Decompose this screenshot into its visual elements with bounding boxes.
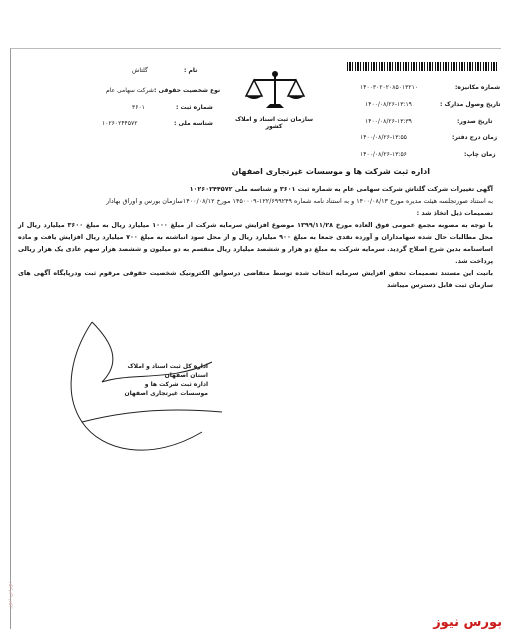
notice-heading: آگهی تغییرات شرکت گلتاش شرکت سهامی عام به شماره ثبت ۳۶۰۱ و شناسه ملی ۱۰۲۶۰۲۴۴۵۷۲ bbox=[189, 185, 493, 193]
mechanized-number-label: شماره مکانیزه: bbox=[455, 84, 501, 91]
ledger-time-value: ۱۴۰۰/۰۸/۲۶-۱۳:۵۵ bbox=[360, 134, 407, 141]
national-id-value: ۱۰۲۶۰۲۴۴۵۷۲ bbox=[102, 120, 138, 127]
receipt-date-value: ۱۴۰۰/۰۸/۲۶-۱۳:۱۹ bbox=[365, 101, 412, 108]
registration-number-label: شماره ثبت : bbox=[176, 104, 213, 111]
entity-type-value: شرکت سهامی عام bbox=[106, 87, 154, 94]
barcode bbox=[347, 62, 497, 71]
signature-block bbox=[118, 362, 208, 398]
notice-basis: به استناد صورتجلسه هیئت مدیره مورخ ۱۴۰۰/۰۸/۱۳ و به استناد نامه شماره ۱۲۲/۶۹۹۲۴۹-۱۴۵۰۰۰۹ مورخ ۱۴۰۰/۰۸/۱۲سازمان بورس و اوراق بهادار bbox=[106, 197, 493, 205]
capital-increase-paragraph: با توجه به مصوبه مجمع عمومی فوق العاده مورخ ۱۳۹۹/۱۱/۲۸ موضوع افزایش سرمایه شرکت از مبلغ ۱۰۰۰ میلیارد ریال به مبلغ ۳۶۰۰ میلیارد ریال از محل مطالبات حال شده سهامداران و آورده نقدی جمعا به مبلغ ۹۰۰ میلیارد ریال و از محل سود انباشته به مبلغ ۷۰۰ میلیارد ریال افزایش یافت و ماده اساسنامه بدین شرح اصلاح گردید. سرمایه شرکت به مبلغ دو هزار و ششصد میلیارد ریال منقسم به دو میلیون و ششصد هزار سهم عادی یک هزار ریالی پرداخت شد. bbox=[18, 221, 493, 265]
issue-date-value: ۱۴۰۰/۰۸/۲۶-۱۳:۳۹ bbox=[365, 118, 412, 125]
receipt-date-label: تاریخ وصول مدارک : bbox=[440, 101, 501, 108]
print-time-value: ۱۴۰۰/۰۸/۲۶-۱۳:۵۶ bbox=[360, 151, 407, 158]
decisions-heading: تصمیمات ذیل اتخاذ شد : bbox=[416, 209, 493, 217]
entity-type-label: نوع شخصیت حقوقی : bbox=[154, 87, 221, 94]
notice-body bbox=[18, 183, 493, 291]
judiciary-emblem-icon bbox=[240, 68, 310, 116]
company-name-value: گلتاش bbox=[132, 67, 148, 74]
company-name-label: نام : bbox=[184, 67, 198, 74]
mechanized-number-value: ۱۴۰۰۳۰۲۰۲۰۸۵۰۱۳۲۱۰ bbox=[360, 84, 419, 91]
side-logo: بورس نیوز bbox=[6, 581, 13, 608]
print-time-label: زمان چاپ: bbox=[464, 151, 496, 158]
signature-line-2: اداره ثبت شرکت ها و موسسات غیرتجاری اصفهان bbox=[124, 381, 208, 397]
registration-note: بانیت این مستند تصمیمات تحقق افزایش سرمایه انتخاب شده توسط متقاضی درسوابق الکترونیک شخصیت حقوقی مرقوم ثبت ودرپایگاه آگهی های سازمان ثبت قابل دسترس میباشد bbox=[18, 269, 493, 289]
organization-name: سازمان ثبت اسناد و املاک کشور bbox=[234, 116, 314, 130]
issue-date-label: تاریخ صدور: bbox=[457, 118, 493, 125]
national-id-label: شناسه ملی : bbox=[174, 120, 213, 127]
department-title: اداره ثبت شرکت ها و موسسات غیرتجاری اصفهان bbox=[231, 167, 430, 176]
registration-number-value: ۳۶۰۱ bbox=[132, 104, 145, 111]
signature-line-1: اداره کل ثبت اسناد و املاک استان اصفهان bbox=[127, 363, 208, 379]
bourse-news-logo: بورس نیوز bbox=[433, 615, 502, 630]
ledger-time-label: زمان درج دفتر: bbox=[452, 134, 498, 141]
